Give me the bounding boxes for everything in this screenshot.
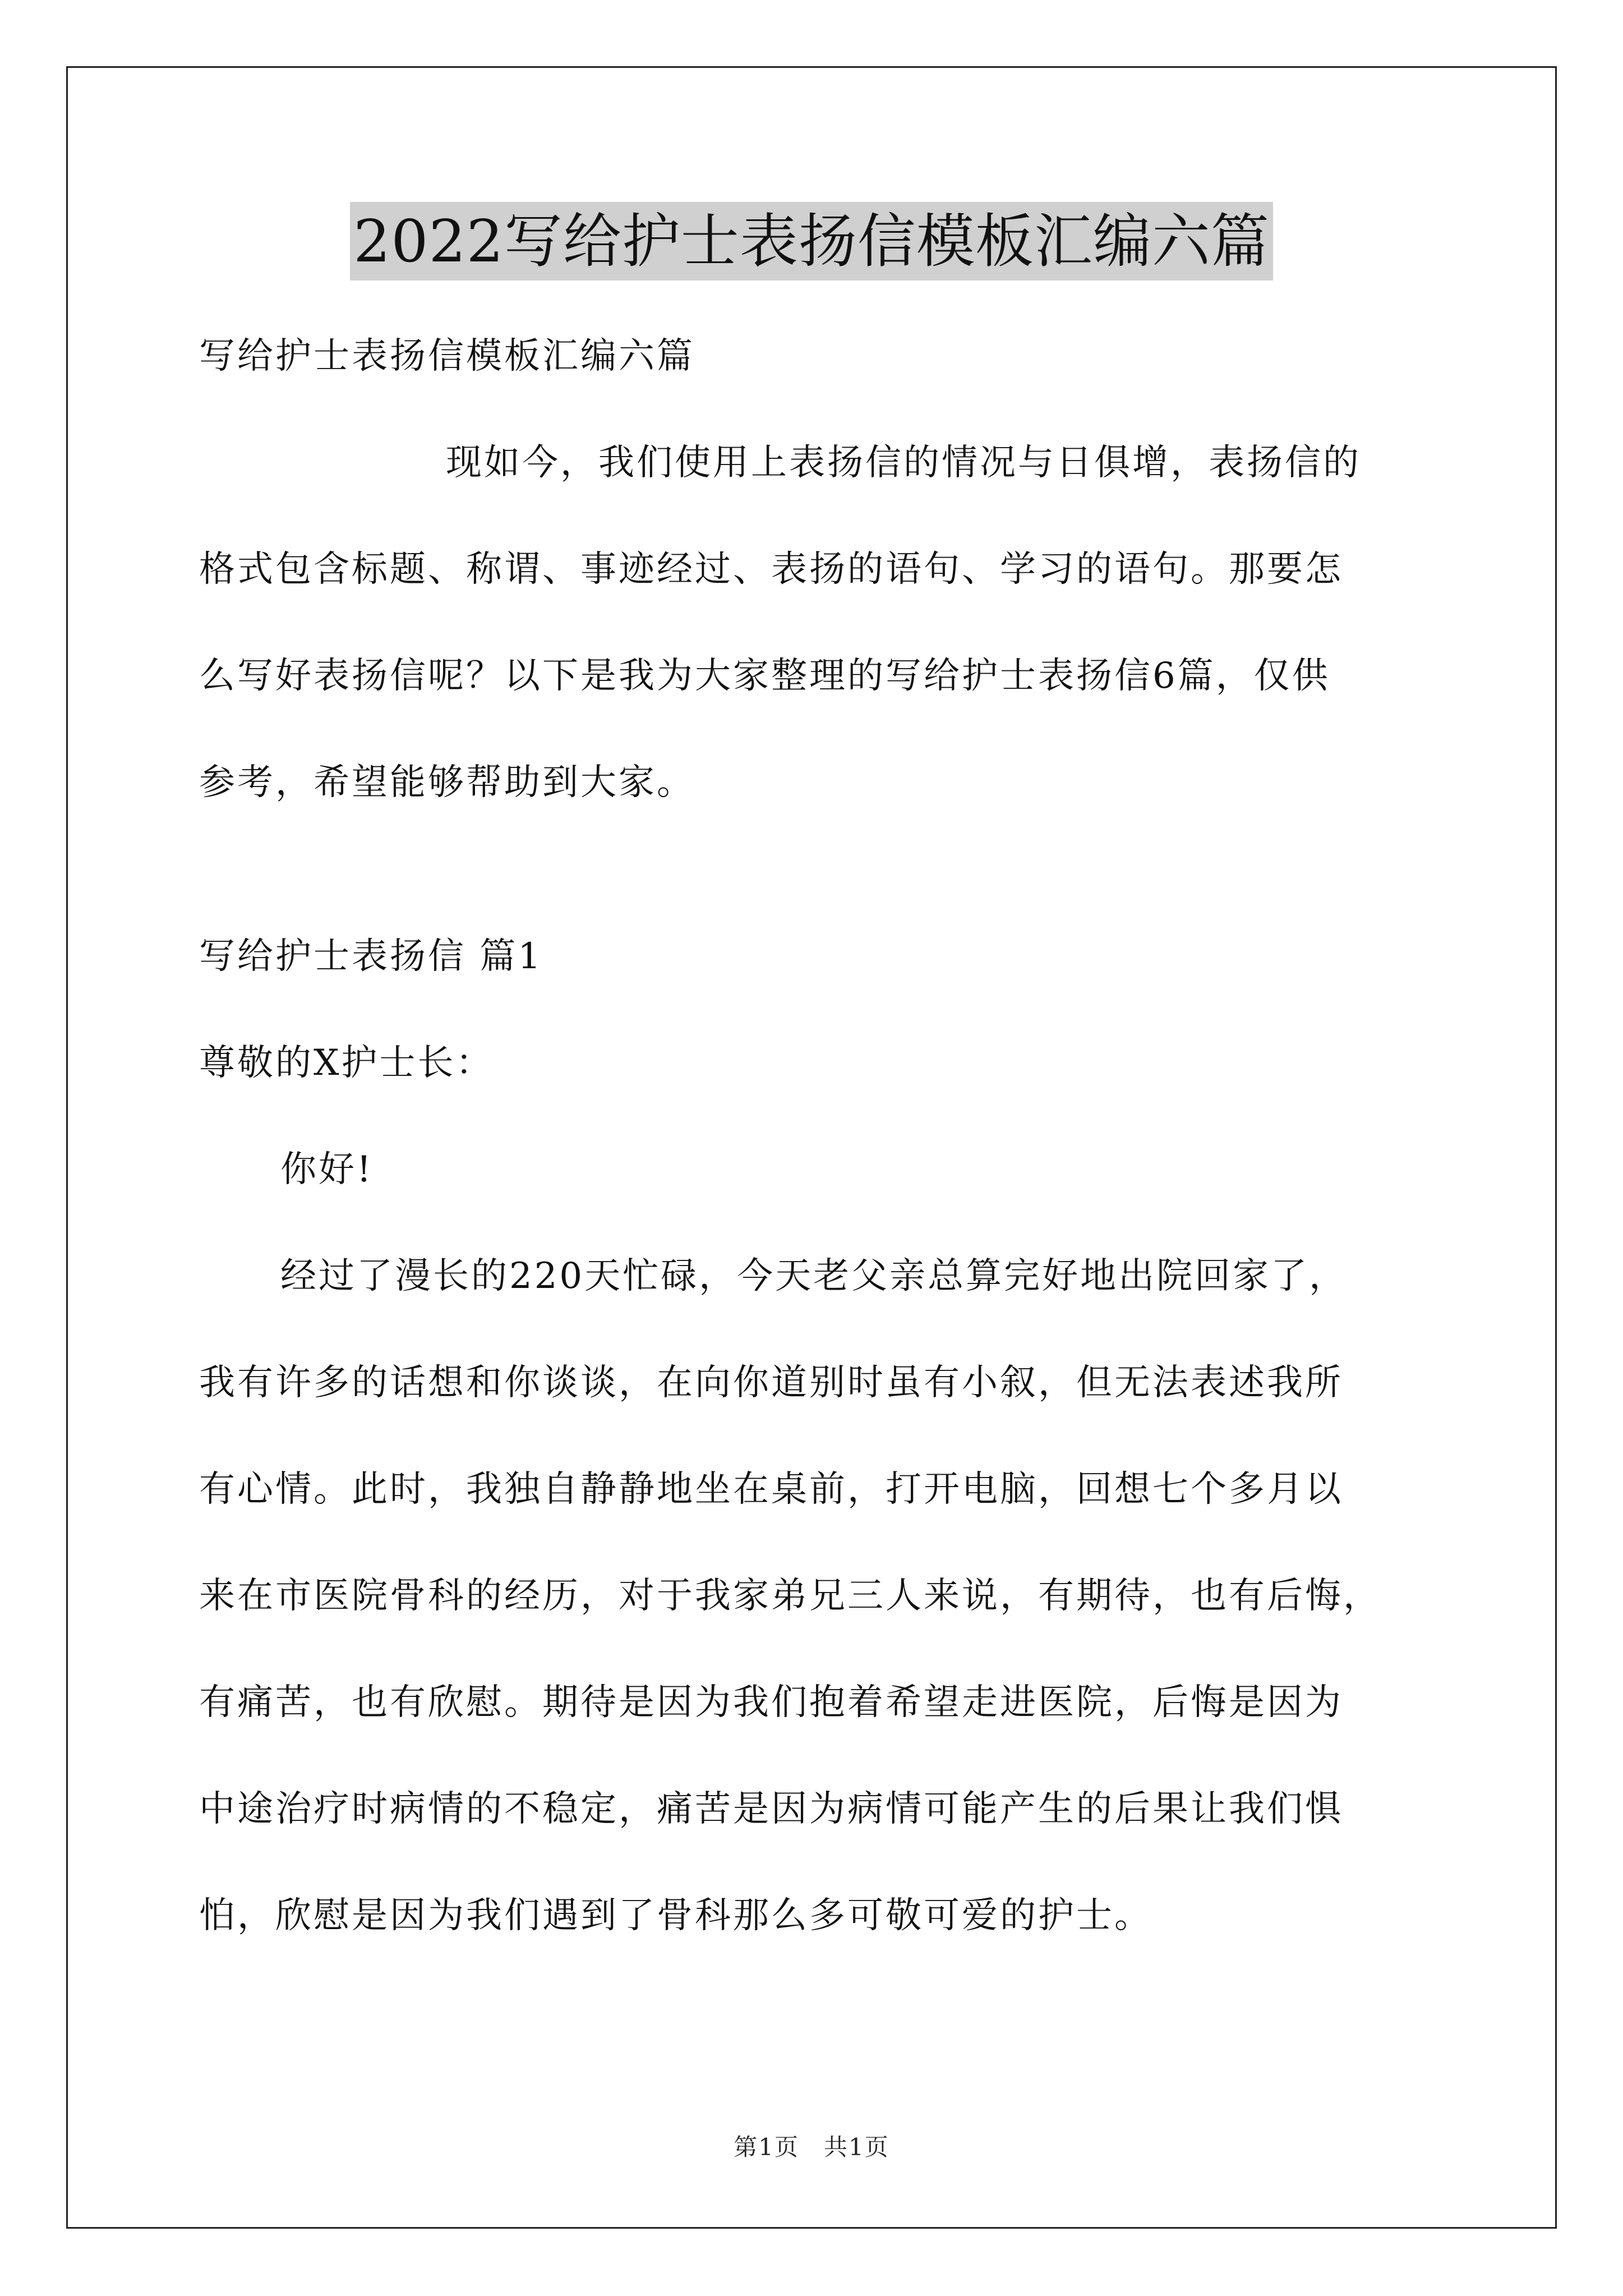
paragraph-line: 来在市医院骨科的经历，对于我家弟兄三人来说，有期待，也有后悔， [199,1575,1381,1617]
page-footer: 第1页 共1页 [734,2133,889,2161]
paragraph-line: 有心情。此时，我独自静静地坐在桌前，打开电脑，回想七个多月以 [199,1469,1343,1510]
greeting: 你好! [280,1149,374,1190]
paragraph-line: 怕，欣慰是因为我们遇到了骨科那么多可敬可爱的护士。 [199,1895,1152,1936]
title-container [0,202,1623,280]
paragraph-line: 参考，希望能够帮助到大家。 [199,762,695,803]
salutation: 尊敬的X护士长： [199,1042,494,1084]
paragraph-line: 现如今，我们使用上表扬信的情况与日俱增，表扬信的 [446,442,1361,484]
document-title: 2022写给护士表扬信模板汇编六篇 [350,202,1273,280]
paragraph-line: 么写好表扬信呢？以下是我为大家整理的写给护士表扬信6篇，仅供 [199,655,1330,697]
paragraph-line: 格式包含标题、称谓、事迹经过、表扬的语句、学习的语句。那要怎 [199,549,1343,590]
section-heading: 写给护士表扬信 篇1 [199,936,543,977]
paragraph-line: 我有许多的话想和你谈谈，在向你道别时虽有小叙，但无法表述我所 [199,1362,1343,1404]
spacer [199,836,1455,903]
paragraph-line: 经过了漫长的220天忙碌，今天老父亲总算完好地出院回家了， [280,1255,1348,1297]
subtitle-line: 写给护士表扬信模板汇编六篇 [199,335,695,377]
paragraph-line: 中途治疗时病情的不稳定，痛苦是因为病情可能产生的后果让我们惧 [199,1788,1343,1830]
document-body [199,303,1455,1969]
paragraph-line: 有痛苦，也有欣慰。期待是因为我们抱着希望走进医院，后悔是因为 [199,1682,1343,1723]
